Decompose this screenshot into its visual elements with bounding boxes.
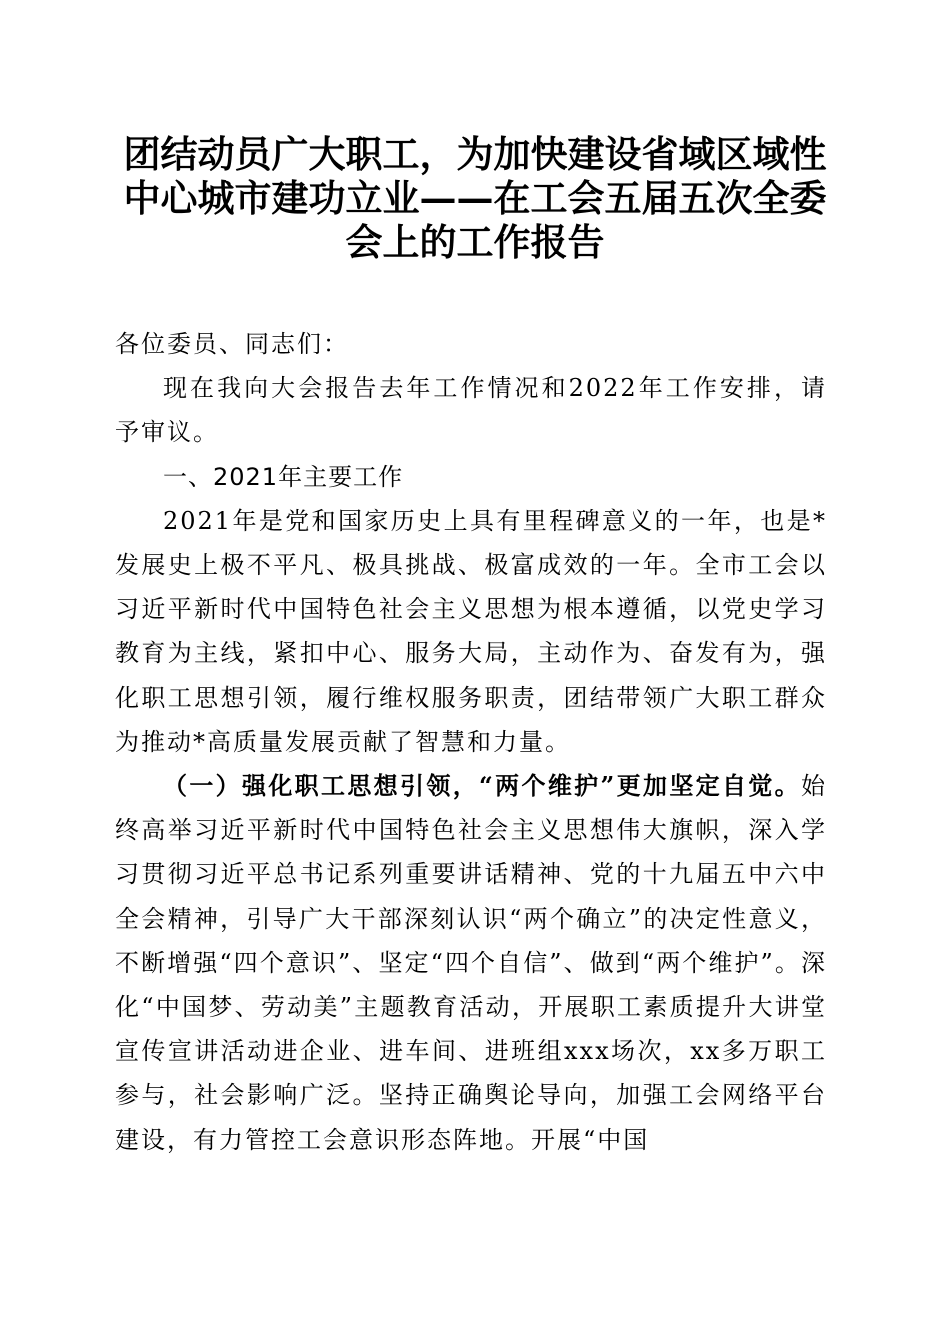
salutation: 各位委员、同志们： — [115, 330, 349, 358]
subsection-body: 始终高举习近平新时代中国特色社会主义思想伟大旗帜，深入学习贯彻习近平总书记系列重要讲话精神、党的十九届五中六中全会精神，引导广大干部深刻认识“两个确立”的决定性意义，不断增强“四个意识”、坚定“四个自信”、做到“两个维护”。深化“中国梦、劳动美”主题教育活动，开展职工素质提升大讲堂宣传宣讲活动进企业、进车间、进班组xxx场次，xx多万职工参与，社会影响广泛。坚持正确舆论导向，加强工会网络平台建设，有力管控工会意识形态阵地。开展“中国 — [115, 772, 827, 1154]
section-intro-paragraph: 2021年是党和国家历史上具有里程碑意义的一年，也是*发展史上极不平凡、极具挑战、极富成效的一年。全市工会以习近平新时代中国特色社会主义思想为根本遵循，以党史学习教育为主线，紧扣中心、服务大局，主动作为、奋发有为，强化职工思想引领，履行维权服务职责，团结带领广大职工群众为推动*高质量发展贡献了智慧和力量。 — [115, 506, 827, 756]
subsection-paragraph — [115, 764, 827, 1162]
opening-paragraph: 现在我向大会报告去年工作情况和2022年工作安排，请予审议。 — [115, 374, 827, 447]
section-heading: 一、2021年主要工作 — [163, 462, 404, 491]
document-title: 团结动员广大职工，为加快建设省域区域性中心城市建功立业——在工会五届五次全委会上的工作报告 — [123, 132, 827, 264]
document-body — [115, 322, 827, 1162]
subsection-heading: （一）强化职工思想引领，“两个维护”更加坚定自觉。 — [163, 771, 801, 801]
